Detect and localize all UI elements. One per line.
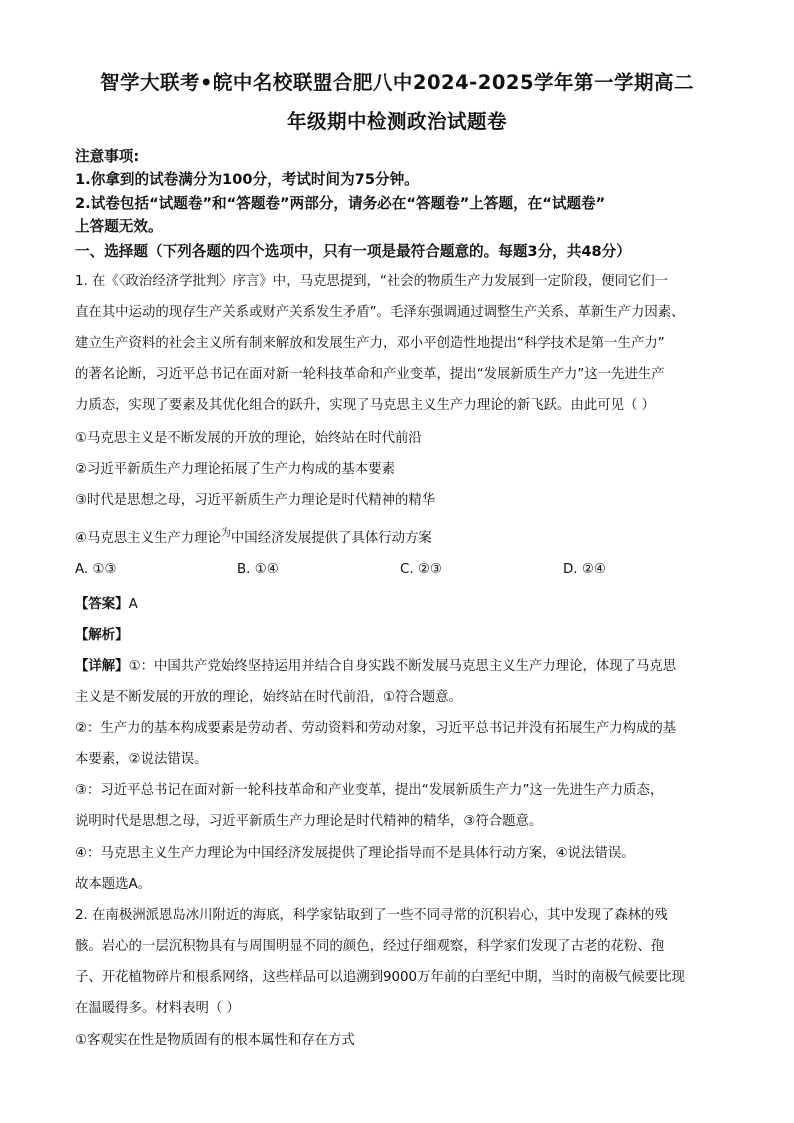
q1-statement-4-post: 中国经济发展提供了具体行动方案 [230, 531, 432, 546]
q1-detail-line-3: ②：生产力的基本构成要素是劳动者、劳动资料和劳动对象，习近平总书记并没有拓展生产力构成的基 [75, 721, 677, 736]
q1-statement-3: ③时代是思想之母，习近平新质生产力理论是时代精神的精华 [75, 493, 436, 508]
q1-option-d: D. ②④ [563, 562, 606, 577]
q1-statement-2: ②习近平新质生产力理论拓展了生产力构成的基本要素 [75, 462, 395, 477]
detail-tag: 【详解】 [75, 659, 129, 674]
q1-stem-line-5: 力质态，实现了要素及其优化组合的跃升，实现了马克思主义生产力理论的新飞跃。由此可见（ ） [75, 398, 656, 413]
q1-detail-line-2: 主义是不断发展的开放的理论，始终站在时代前沿，①符合题意。 [75, 690, 462, 705]
q1-detail-line-4: 本要素，②说法错误。 [75, 752, 208, 767]
q2-stem-line-2: 骸。岩心的一层沉积物具有与周围明显不同的颜色，经过仔细观察，科学家们发现了古老的花粉、孢 [75, 939, 665, 954]
q2-stem-line-4: 在温暖得多。材料表明（ ） [75, 1001, 240, 1016]
q1-stem-line-3: 建立生产资料的社会主义所有制来解放和发展生产力，邓小平创造性地提出“科学技术是第一生产力” [75, 336, 665, 351]
notice-item-2-line-2: 上答题无效。 [75, 218, 163, 235]
q2-stem-line-3: 子、开花植物碎片和根系网络，这些样品可以追溯到9000万年前的白垩纪中期，当时的南极气候要比现 [75, 970, 685, 985]
q1-option-a: A. ①③ [75, 562, 117, 577]
q1-detail-line-7: ④：马克思主义生产力理论为中国经济发展提供了理论指导而不是具体行动方案，④说法错误。 [75, 846, 635, 861]
notice-item-1: 1.你拿到的试卷满分为100分，考试时间为75分钟。 [75, 171, 419, 188]
q1-detail-line-6: 说明时代是思想之母，习近平新质生产力理论是时代精神的精华，③符合题意。 [75, 814, 543, 829]
q1-statement-4-sup: 为 [220, 528, 231, 539]
q1-detail-line-5: ③：习近平总书记在面对新一轮科技革命和产业变革，提出“发展新质生产力”这一先进生产力质态， [75, 783, 664, 798]
q1-stem-line-4: 的著名论断，习近平总书记在面对新一轮科技革命和产业变革，提出“发展新质生产力”这一先进生产 [75, 367, 665, 382]
q1-analysis-tag: 【解析】 [75, 628, 129, 643]
q1-detail-line-1 [75, 655, 676, 674]
q1-stem-line-2: 直在其中运动的现存生产关系或财产关系发生矛盾”。毛泽东强调通过调整生产关系、革新生产力因素、 [75, 305, 685, 320]
notice-item-2-line-1: 2.试卷包括“试题卷”和“答题卷”两部分，请务必在“答题卷”上答题，在“试题卷” [75, 195, 606, 212]
notice-heading: 注意事项: [75, 148, 140, 165]
q2-stem-line-1: 2. 在南极洲派恩岛冰川附近的海底，科学家钻取到了一些不同寻常的沉积岩心，其中发现了森林的残 [75, 908, 668, 923]
q1-option-c: C. ②③ [400, 562, 442, 577]
q1-conclusion: 故本题选A。 [75, 877, 152, 892]
answer-tag: 【答案】 [75, 597, 129, 612]
answer-value: A [128, 597, 138, 612]
exam-title-line-1: 智学大联考•皖中名校联盟合肥八中2024-2025学年第一学期高二 [99, 71, 695, 94]
q1-stem-line-1: 1. 在《〈政治经济学批判〉序言》中，马克思提到，“社会的物质生产力发展到一定阶段，便同它们一 [75, 274, 669, 289]
detail-text-1: ①：中国共产党始终坚持运用并结合自身实践不断发展马克思主义生产力理论，体现了马克思 [128, 659, 677, 674]
q1-option-b: B. ①④ [237, 562, 279, 577]
q1-answer [75, 593, 138, 612]
q1-statement-1: ①马克思主义是不断发展的开放的理论，始终站在时代前沿 [75, 431, 422, 446]
section-heading: 一、选择题（下列各题的四个选项中，只有一项是最符合题意的。每题3分，共48分） [75, 243, 631, 260]
q1-statement-4-pre: ④马克思主义生产力理论 [75, 531, 221, 546]
exam-title-line-2: 年级期中检测政治试题卷 [286, 110, 507, 133]
q1-statement-4 [75, 527, 432, 546]
q2-statement-1: ①客观实在性是物质固有的根本属性和存在方式 [75, 1033, 355, 1048]
